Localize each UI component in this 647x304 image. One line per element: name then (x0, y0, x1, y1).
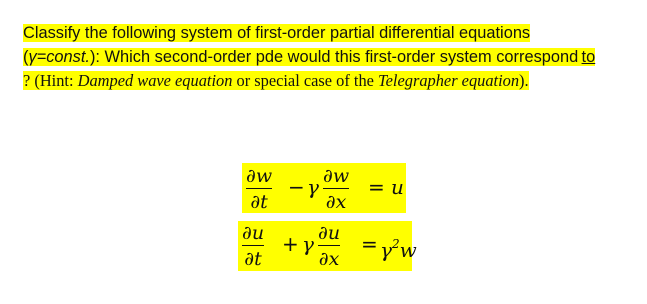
eq1-gamma: γ (307, 175, 319, 199)
eq2-rhs-exponent: 2 (391, 237, 400, 251)
eq1-den2: ∂x (325, 191, 347, 214)
eq1-minus: − (288, 175, 305, 199)
eq2-fraction-bar-1 (242, 245, 264, 246)
hint-middle: or special case of the (232, 71, 379, 90)
eq1-fraction-dw-dt (246, 165, 272, 213)
hint-suffix: ). (519, 71, 529, 90)
eq1-equals: = (368, 175, 385, 199)
eq2-rhs-gamma: γ (380, 238, 392, 262)
eq1-fraction-bar-1 (246, 188, 272, 189)
eq2-num2: ∂u (318, 222, 341, 244)
gamma-const-text: γ=const. (28, 48, 90, 66)
eq2-den2: ∂x (318, 248, 340, 271)
eq2-rhs-w: w (399, 238, 417, 262)
eq1-num2: ∂w (323, 165, 350, 187)
eq2-fraction-bar-2 (318, 245, 340, 246)
hint-prefix: ? (Hint: (23, 71, 78, 90)
hint-telegrapher: Telegrapher equation (378, 71, 520, 90)
hint-damped-wave: Damped wave equation (77, 71, 233, 90)
eq2-fraction-du-dx (318, 222, 340, 270)
eq2-fraction-du-dt (242, 222, 264, 270)
eq2-plus: + (282, 232, 299, 256)
eq1-den1: ∂t (250, 191, 268, 214)
eq2-rhs (380, 233, 417, 261)
question-line-2-rest: ): Which second-order pde would this first-order system correspond (89, 48, 579, 66)
question-text (23, 21, 631, 92)
eq1-fraction-dw-dx (323, 165, 349, 213)
question-line-1: Classify the following system of first-order partial differential equations (23, 24, 531, 42)
paren-open: ( (23, 48, 29, 66)
question-line-3 (23, 71, 529, 90)
eq1-fraction-bar-2 (323, 188, 349, 189)
eq2-gamma: γ (302, 232, 314, 256)
question-line-2 (23, 48, 595, 66)
eq1-rhs-u: u (391, 175, 404, 199)
eq2-num1: ∂u (242, 222, 265, 244)
eq1-num1: ∂w (246, 165, 273, 187)
eq2-equals: = (361, 232, 378, 256)
eq2-den1: ∂t (244, 248, 262, 271)
underlined-to: to (581, 48, 596, 66)
